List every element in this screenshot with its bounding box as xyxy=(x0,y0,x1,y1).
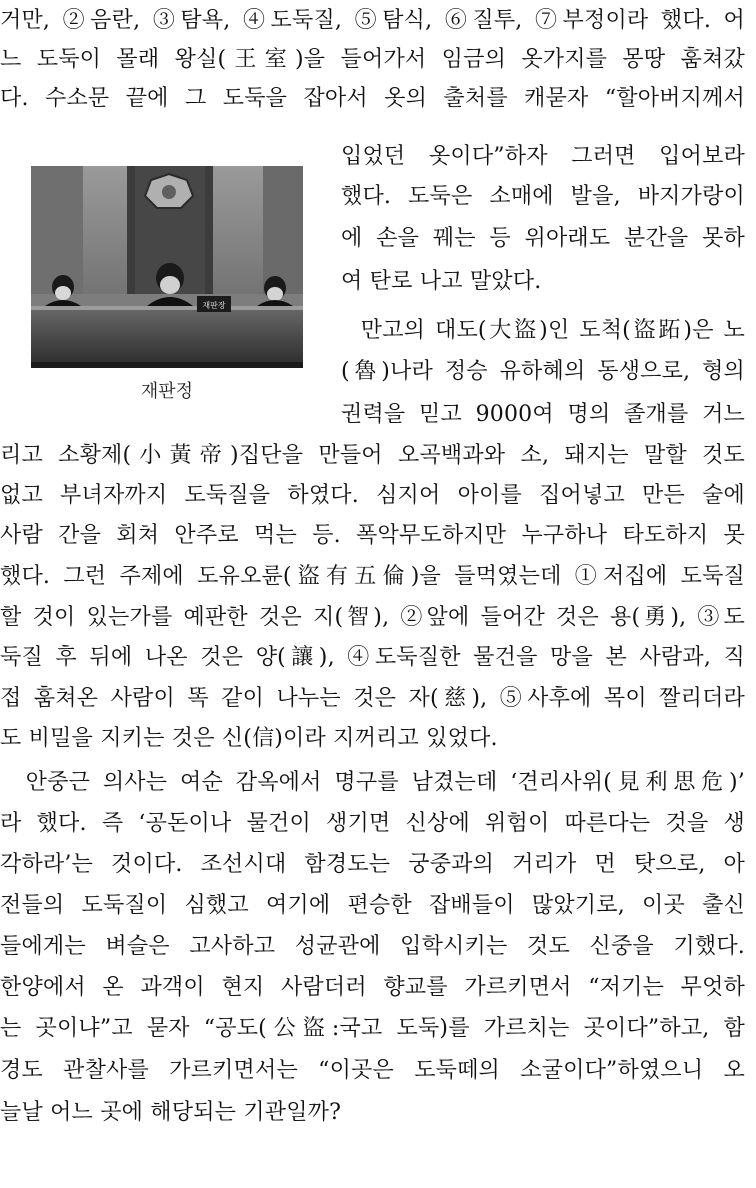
text-line-p3-8: 경도 관찰사를 가르키면서는 “이곳은 도둑떼의 소굴이다”하였으니 오 xyxy=(0,1058,745,1083)
text-line-p2-8: 도 비밀을 지키는 것은 신(信)이라 지꺼리고 있었다. xyxy=(0,726,498,751)
text-line-p2-5: 할 것이 있는가를 예판한 것은 지(智), ②앞에 들어간 것은 용(勇), ③도 xyxy=(0,605,745,630)
text-line-p3-2: 라 했다. 즉 ‘공돈이나 물건이 생기면 신상에 위험이 따른다는 것을 생 xyxy=(0,811,745,836)
text-line-side-5: 만고의 대도(大盜)인 도척(盜跖)은 노 xyxy=(341,318,745,343)
courtroom-photo-image xyxy=(31,166,303,368)
text-line-p3-5: 들에게는 벼슬은 고사하고 성균관에 입학시키는 것도 신중을 기했다. xyxy=(0,934,745,959)
text-line-p3-9: 늘날 어느 곳에 해당되는 기관일까? xyxy=(0,1100,342,1125)
text-line-p1-2: 느 도둑이 몰래 왕실(王室)을 들어가서 임금의 옷가지를 몽땅 훔쳐갔 xyxy=(0,47,745,72)
text-line-p2-4: 했다. 그런 주제에 도유오륜(盜有五倫)을 들먹였는데 ①저집에 도둑질 xyxy=(0,564,745,589)
photo-caption: 재판정 xyxy=(140,381,194,402)
text-line-p3-4: 전들의 도둑질이 심했고 여기에 편승한 잡배들이 많았기로, 이곳 출신 xyxy=(0,893,745,918)
text-line-p3-6: 한양에서 온 과객이 현지 사람더러 향교를 가르키면서 “저기는 무엇하 xyxy=(0,975,745,1000)
text-line-p2-3: 사람 간을 회쳐 안주로 먹는 등. 폭악무도하지만 누구하나 타도하지 못 xyxy=(0,523,745,548)
text-line-p2-1: 리고 소황제(小黃帝)집단을 만들어 오곡백과와 소, 돼지는 말할 것도 xyxy=(0,443,745,468)
text-line-p2-2: 없고 부녀자까지 도둑질을 하였다. 심지어 아이를 집어넣고 만든 술에 xyxy=(0,483,745,508)
text-line-side-7: 권력을 믿고 9000여 명의 졸개를 거느 xyxy=(341,402,745,427)
text-line-p3-7: 는 곳이냐”고 묻자 “공도(公盜:국고 도둑)를 가르치는 곳이다”하고, 함 xyxy=(0,1016,745,1041)
text-line-p2-6: 둑질 후 뒤에 나온 것은 양(讓), ④도둑질한 물건을 망을 본 사람과, 직 xyxy=(0,645,745,670)
text-line-p1-3: 다. 수소문 끝에 그 도둑을 잡아서 옷의 출처를 캐묻자 “할아버지께서 xyxy=(0,86,745,111)
text-line-side-3: 에 손을 꿰는 등 위아래도 분간을 못하 xyxy=(341,226,745,251)
courtroom-photo xyxy=(31,166,303,368)
text-line-side-6: (魯)나라 정승 유하혜의 동생으로, 형의 xyxy=(341,359,745,384)
text-line-p2-7: 접 훔쳐온 사람이 똑 같이 나누는 것은 자(慈), ⑤사후에 목이 짤리더라 xyxy=(0,686,745,711)
court-emblem-icon xyxy=(145,174,193,208)
text-line-p3-1: 안중근 의사는 여순 감옥에서 명구를 남겼는데 ‘견리사위(見利思危)’ xyxy=(0,770,745,795)
text-line-p3-3: 각하라’는 것이다. 조선시대 함경도는 궁중과의 거리가 먼 탓으로, 아 xyxy=(0,852,745,877)
text-line-side-1: 입었던 옷이다”하자 그러면 입어보라 xyxy=(341,144,745,169)
text-line-side-2: 했다. 도둑은 소매에 발을, 바지가랑이 xyxy=(341,184,745,209)
text-line-p1-1: 거만, ②음란, ③탐욕, ④도둑질, ⑤탐식, ⑥질투, ⑦부정이라 했다. 어 xyxy=(0,8,745,33)
nameplate-label: 재판장 xyxy=(202,301,226,310)
text-line-side-4: 여 탄로 나고 말았다. xyxy=(341,269,542,294)
